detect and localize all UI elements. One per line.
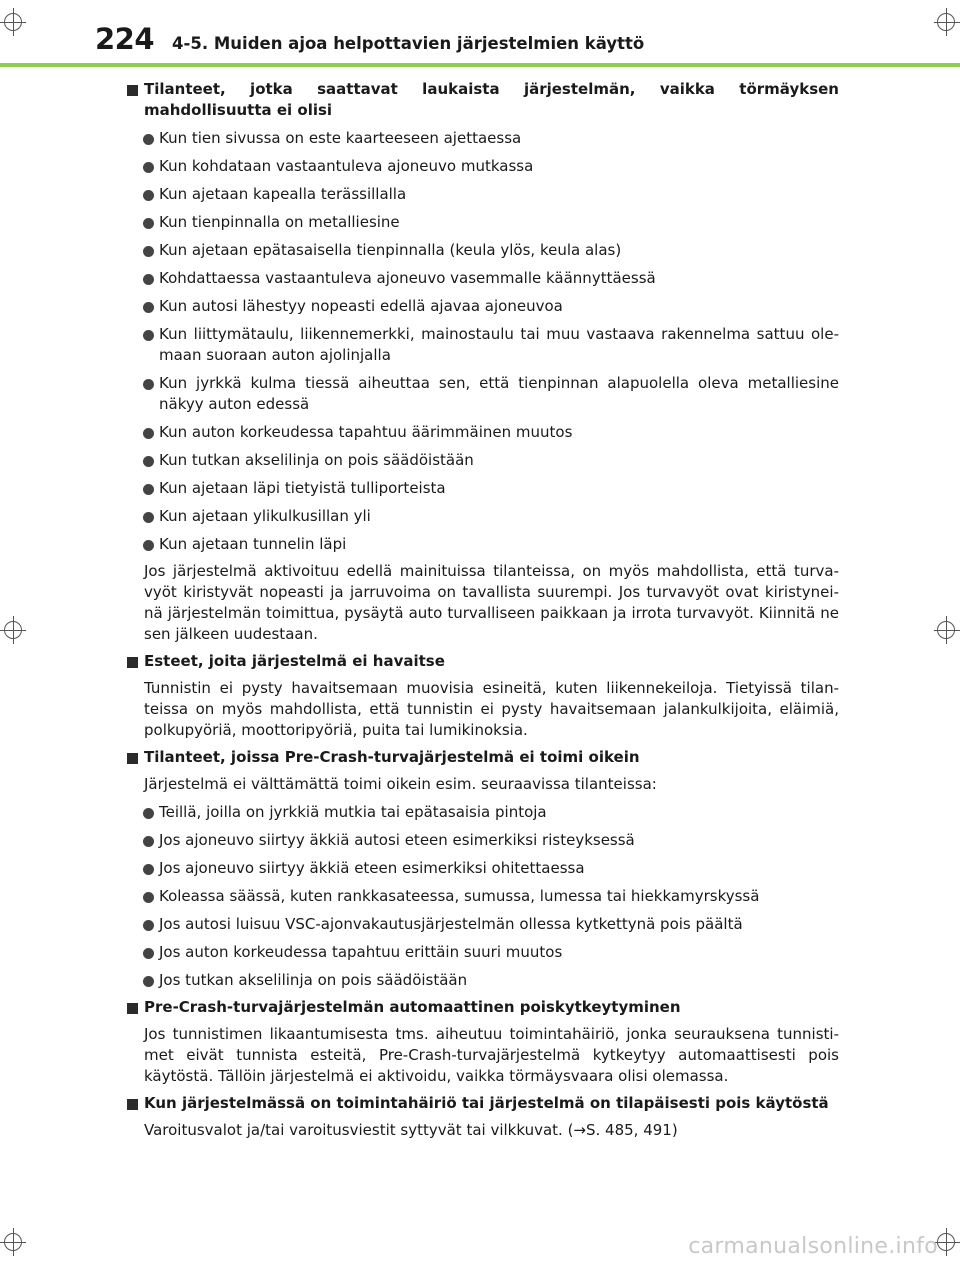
bullet-item: Kun ajetaan epätasaisella tienpinnalla (keula ylös, keula alas) <box>127 240 839 261</box>
bullet-item: Kun ajetaan tunnelin läpi <box>127 534 839 555</box>
bullet-item: Jos auton korkeudessa tapahtuu erittäin suuri muutos <box>127 942 839 963</box>
page-header <box>95 22 644 58</box>
bullet-item: Kun kohdataan vastaantuleva ajoneuvo mutkassa <box>127 156 839 177</box>
page-content <box>127 73 839 1141</box>
section-intro: Varoitusvalot ja/tai varoitusviestit syttyvät tai vilkkuvat. (→S. 485, 491) <box>144 1121 678 1139</box>
bullet-item: Kohdattaessa vastaantuleva ajoneuvo vasemmalle käännyttäessä <box>127 268 839 289</box>
bullet-item: Kun tienpinnalla on metalliesine <box>127 212 839 233</box>
bullet-item: Kun tutkan akselilinja on pois säädöistään <box>127 450 839 471</box>
section-heading: Pre-Crash-turvajärjestelmän automaattinen poiskytkeytyminen <box>127 997 839 1018</box>
bullet-item: Kun autosi lähestyy nopeasti edellä ajavaa ajoneuvoa <box>127 296 839 317</box>
bullet-item: Jos ajoneuvo siirtyy äkkiä autosi eteen esimerkiksi risteyksessä <box>127 830 839 851</box>
bullet-item: Kun ajetaan ylikulkusillan yli <box>127 506 839 527</box>
bullet-item: Kun liittymätaulu, liikennemerkki, mainostaulu tai muu vastaava rakennelma sattuu ole-maan suoraan auton ajolinjalla <box>127 324 839 366</box>
bullet-item: Kun jyrkkä kulma tiessä aiheuttaa sen, että tienpinnan alapuolella oleva metalliesine näkyy auton edessä <box>127 373 839 415</box>
bullet-item: Jos ajoneuvo siirtyy äkkiä eteen esimerkiksi ohitettaessa <box>127 858 839 879</box>
bullet-item: Jos autosi luisuu VSC-ajonvakautusjärjestelmän ollessa kytkettynä pois päältä <box>127 914 839 935</box>
chapter-title: 4-5. Muiden ajoa helpottavien järjestelmien käyttö <box>172 34 645 53</box>
header-rule <box>0 63 960 67</box>
bullet-item: Teillä, joilla on jyrkkiä mutkia tai epätasaisia pintoja <box>127 802 839 823</box>
bullet-item: Kun ajetaan läpi tietyistä tulliporteista <box>127 478 839 499</box>
bullet-item: Koleassa säässä, kuten rankkasateessa, sumussa, lumessa tai hiekkamyrskyssä <box>127 886 839 907</box>
bullet-item: Kun auton korkeudessa tapahtuu äärimmäinen muutos <box>127 422 839 443</box>
section-intro: Tunnistin ei pysty havaitsemaan muovisia esineitä, kuten liikennekeiloja. Tietyissä tilan-teissa on myös mahdollista, että tunnistin ei pysty havaitsemaan jalankulkijoita, eläimiä, polkupyöriä, moottoripyöriä, puita tai lumikinoksia. <box>144 679 839 739</box>
bullet-item: Kun tien sivussa on este kaarteeseen ajettaessa <box>127 128 839 149</box>
section-paragraph: Jos järjestelmä aktivoituu edellä mainituissa tilanteissa, on myös mahdollista, että turva-vyöt kiristyvät nopeasti ja jarruvoima on tavallista suurempi. Jos turvavyöt ovat kiristynei-nä järjestelmän toimittua, pysäytä auto turvalliseen paikkaan ja irrota turvavyöt. Kiinnitä ne sen jälkeen uudestaan. <box>144 562 839 643</box>
watermark: carmanualsonline.info <box>688 1234 938 1259</box>
section-intro: Jos tunnistimen likaantumisesta tms. aiheutuu toimintahäiriö, jonka seurauksena tunnisti-met eivät tunnista esteitä, Pre-Crash-turvajärjestelmä kytkeytyy automaattisesti pois käytöstä. Tällöin järjestelmä ei aktivoidu, vaikka törmäysvaara olisi olemassa. <box>144 1025 839 1085</box>
bullet-item: Kun ajetaan kapealla terässillalla <box>127 184 839 205</box>
section-intro: Järjestelmä ei välttämättä toimi oikein esim. seuraavissa tilanteissa: <box>144 775 657 793</box>
section-heading: Tilanteet, joissa Pre-Crash-turvajärjestelmä ei toimi oikein <box>127 747 839 768</box>
section-heading: Kun järjestelmässä on toimintahäiriö tai järjestelmä on tilapäisesti pois käytöstä <box>127 1093 839 1114</box>
section-heading: Esteet, joita järjestelmä ei havaitse <box>127 651 839 672</box>
section-heading: Tilanteet, jotka saattavat laukaista järjestelmän, vaikka törmäyksen mahdollisuutta ei olisi <box>127 79 839 121</box>
page-number: 224 <box>95 22 155 56</box>
bullet-item: Jos tutkan akselilinja on pois säädöistään <box>127 970 839 991</box>
